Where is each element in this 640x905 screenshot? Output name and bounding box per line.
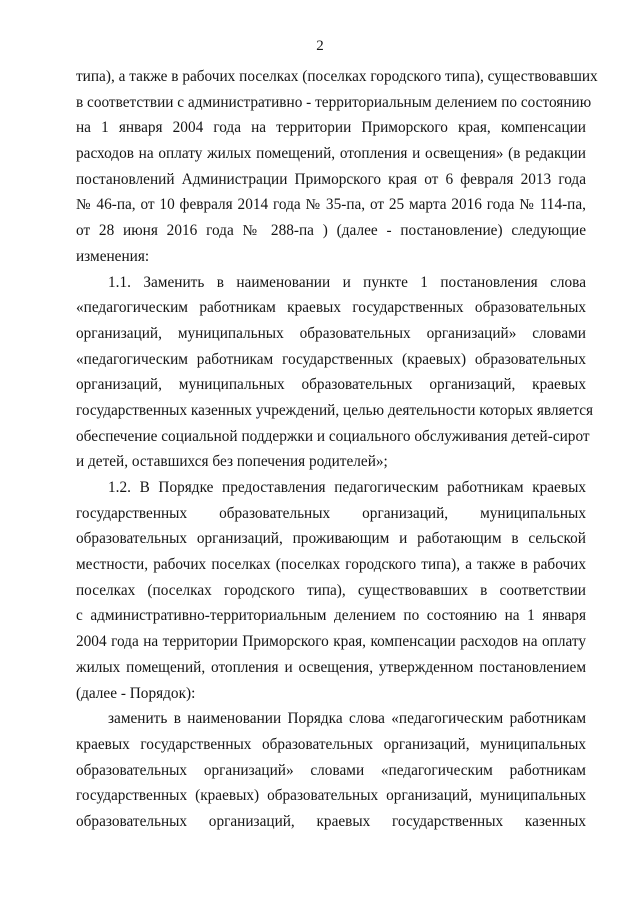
text-line: местности, рабочих поселках (поселках городского типа), а также в рабочих (76, 556, 586, 574)
text-line: образовательных организаций, проживающим и работающим в сельской (76, 530, 586, 548)
document-body (76, 64, 598, 835)
text-line: «педагогическим работникам краевых государственных образовательных (76, 299, 586, 317)
text-line: 1.1. Заменить в наименовании и пункте 1 постановления слова (108, 273, 586, 291)
text-line: государственных образовательных организаций, муниципальных (76, 504, 586, 522)
text-line: с административно-территориальным делением по состоянию на 1 января (76, 607, 586, 625)
text-line: заменить в наименовании Порядка слова «педагогическим работникам (108, 710, 586, 728)
text-line: образовательных организаций» словами «педагогическим работникам (76, 761, 586, 779)
text-line: и детей, оставшихся без попечения родителей»; (76, 453, 388, 471)
text-line: постановлений Администрации Приморского края от 6 февраля 2013 года (76, 170, 586, 188)
text-line: на 1 января 2004 года на территории Приморского края, компенсации (76, 119, 586, 137)
text-line: от 28 июня 2016 года № 288-па ) (далее - постановление) следующие (76, 222, 586, 240)
text-line: в соответствии с административно - территориальным делением по состоянию (76, 93, 592, 111)
text-line: образовательных организаций, краевых государственных казенных (76, 812, 586, 830)
text-line: «педагогическим работникам государственных (краевых) образовательных (76, 350, 586, 368)
text-line: жилых помещений, отопления и освещения, утвержденном постановлением (76, 658, 586, 676)
text-line: 1.2. В Порядке предоставления педагогическим работникам краевых (108, 479, 586, 496)
text-line: государственных (краевых) образовательных организаций, муниципальных (76, 787, 586, 805)
text-line: № 46-па, от 10 февраля 2014 года № 35-па, от 25 марта 2016 года № 114-па, (76, 196, 586, 214)
text-line: типа), а также в рабочих поселках (поселках городского типа), существовавших (76, 68, 598, 85)
text-line: изменения: (76, 247, 150, 265)
text-line: государственных казенных учреждений, целью деятельности которых является (76, 401, 594, 419)
text-line: (далее - Порядок): (76, 684, 196, 702)
text-line: расходов на оплату жилых помещений, отопления и освещения» (в редакции (76, 145, 586, 163)
text-line: организаций, муниципальных образовательных организаций, краевых (76, 376, 586, 394)
text-line: поселках (поселках городского типа), существовавших в соответствии (76, 581, 586, 599)
text-line: 2004 года на территории Приморского края, компенсации расходов на оплату (76, 633, 586, 651)
text-line: обеспечение социальной поддержки и социального обслуживания детей-сирот (76, 427, 590, 445)
page-number: 2 (316, 38, 324, 54)
text-line: организаций, муниципальных образовательных организаций» словами (76, 324, 586, 342)
text-line: краевых государственных образовательных организаций, муниципальных (76, 735, 586, 753)
